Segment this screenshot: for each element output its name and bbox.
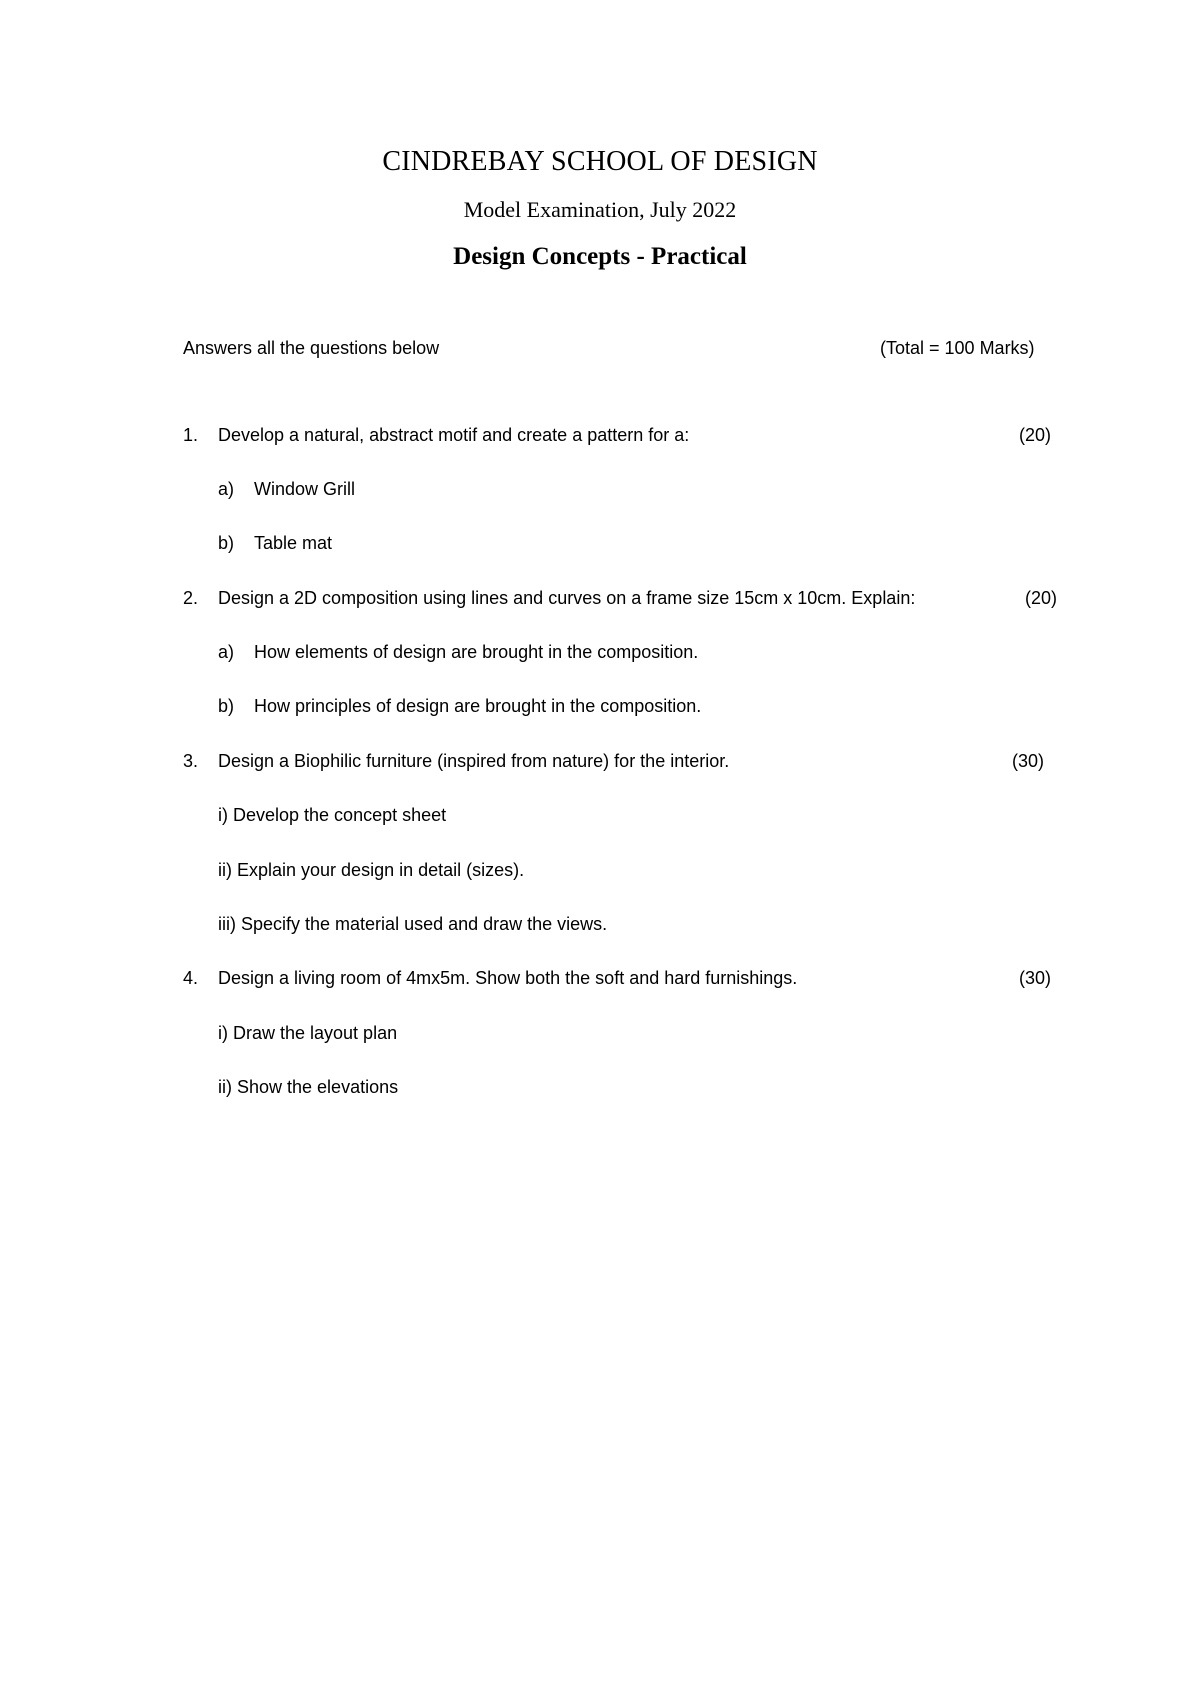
question-3-part-ii: ii) Explain your design in detail (sizes). — [218, 860, 525, 880]
question-4-part-i: i) Draw the layout plan — [218, 1023, 398, 1043]
question-4-part-ii: ii) Show the elevations — [218, 1077, 399, 1097]
exam-title: Model Examination, July 2022 — [463, 197, 737, 222]
part-text: Table mat — [254, 533, 333, 553]
question-number: 2. — [183, 588, 199, 608]
question-2-part-b — [218, 694, 701, 718]
question-2-marks: (20) — [1025, 588, 1058, 608]
question-1 — [183, 423, 689, 447]
part-label: b) — [218, 533, 235, 553]
instructions-text: Answers all the questions below — [183, 338, 440, 358]
part-text: How elements of design are brought in the composition. — [254, 642, 699, 662]
part-label: a) — [218, 479, 235, 499]
subject-title: Design Concepts - Practical — [453, 243, 747, 270]
school-name: CINDREBAY SCHOOL OF DESIGN — [382, 146, 818, 177]
part-text: Window Grill — [254, 479, 356, 499]
question-3-part-iii: iii) Specify the material used and draw the views. — [218, 914, 608, 934]
question-number: 3. — [183, 751, 199, 771]
question-2 — [183, 586, 915, 610]
question-1-part-b — [218, 531, 332, 555]
total-marks: (Total = 100 Marks) — [880, 338, 1035, 358]
question-4-marks: (30) — [1019, 968, 1052, 988]
question-text: Design a Biophilic furniture (inspired from nature) for the interior. — [218, 751, 730, 771]
question-4 — [183, 966, 797, 990]
question-2-part-a — [218, 640, 698, 664]
part-label: a) — [218, 642, 235, 662]
question-text: Design a living room of 4mx5m. Show both the soft and hard furnishings. — [218, 968, 798, 988]
question-1-part-a — [218, 477, 355, 501]
question-3-part-i: i) Develop the concept sheet — [218, 805, 447, 825]
question-3-marks: (30) — [1012, 751, 1045, 771]
question-number: 1. — [183, 425, 199, 445]
part-text: How principles of design are brought in the composition. — [254, 696, 702, 716]
question-number: 4. — [183, 968, 199, 988]
question-text: Develop a natural, abstract motif and create a pattern for a: — [218, 425, 690, 445]
part-label: b) — [218, 696, 235, 716]
question-3 — [183, 749, 729, 773]
question-text: Design a 2D composition using lines and curves on a frame size 15cm x 10cm. Explain: — [218, 588, 916, 608]
question-1-marks: (20) — [1019, 425, 1052, 445]
